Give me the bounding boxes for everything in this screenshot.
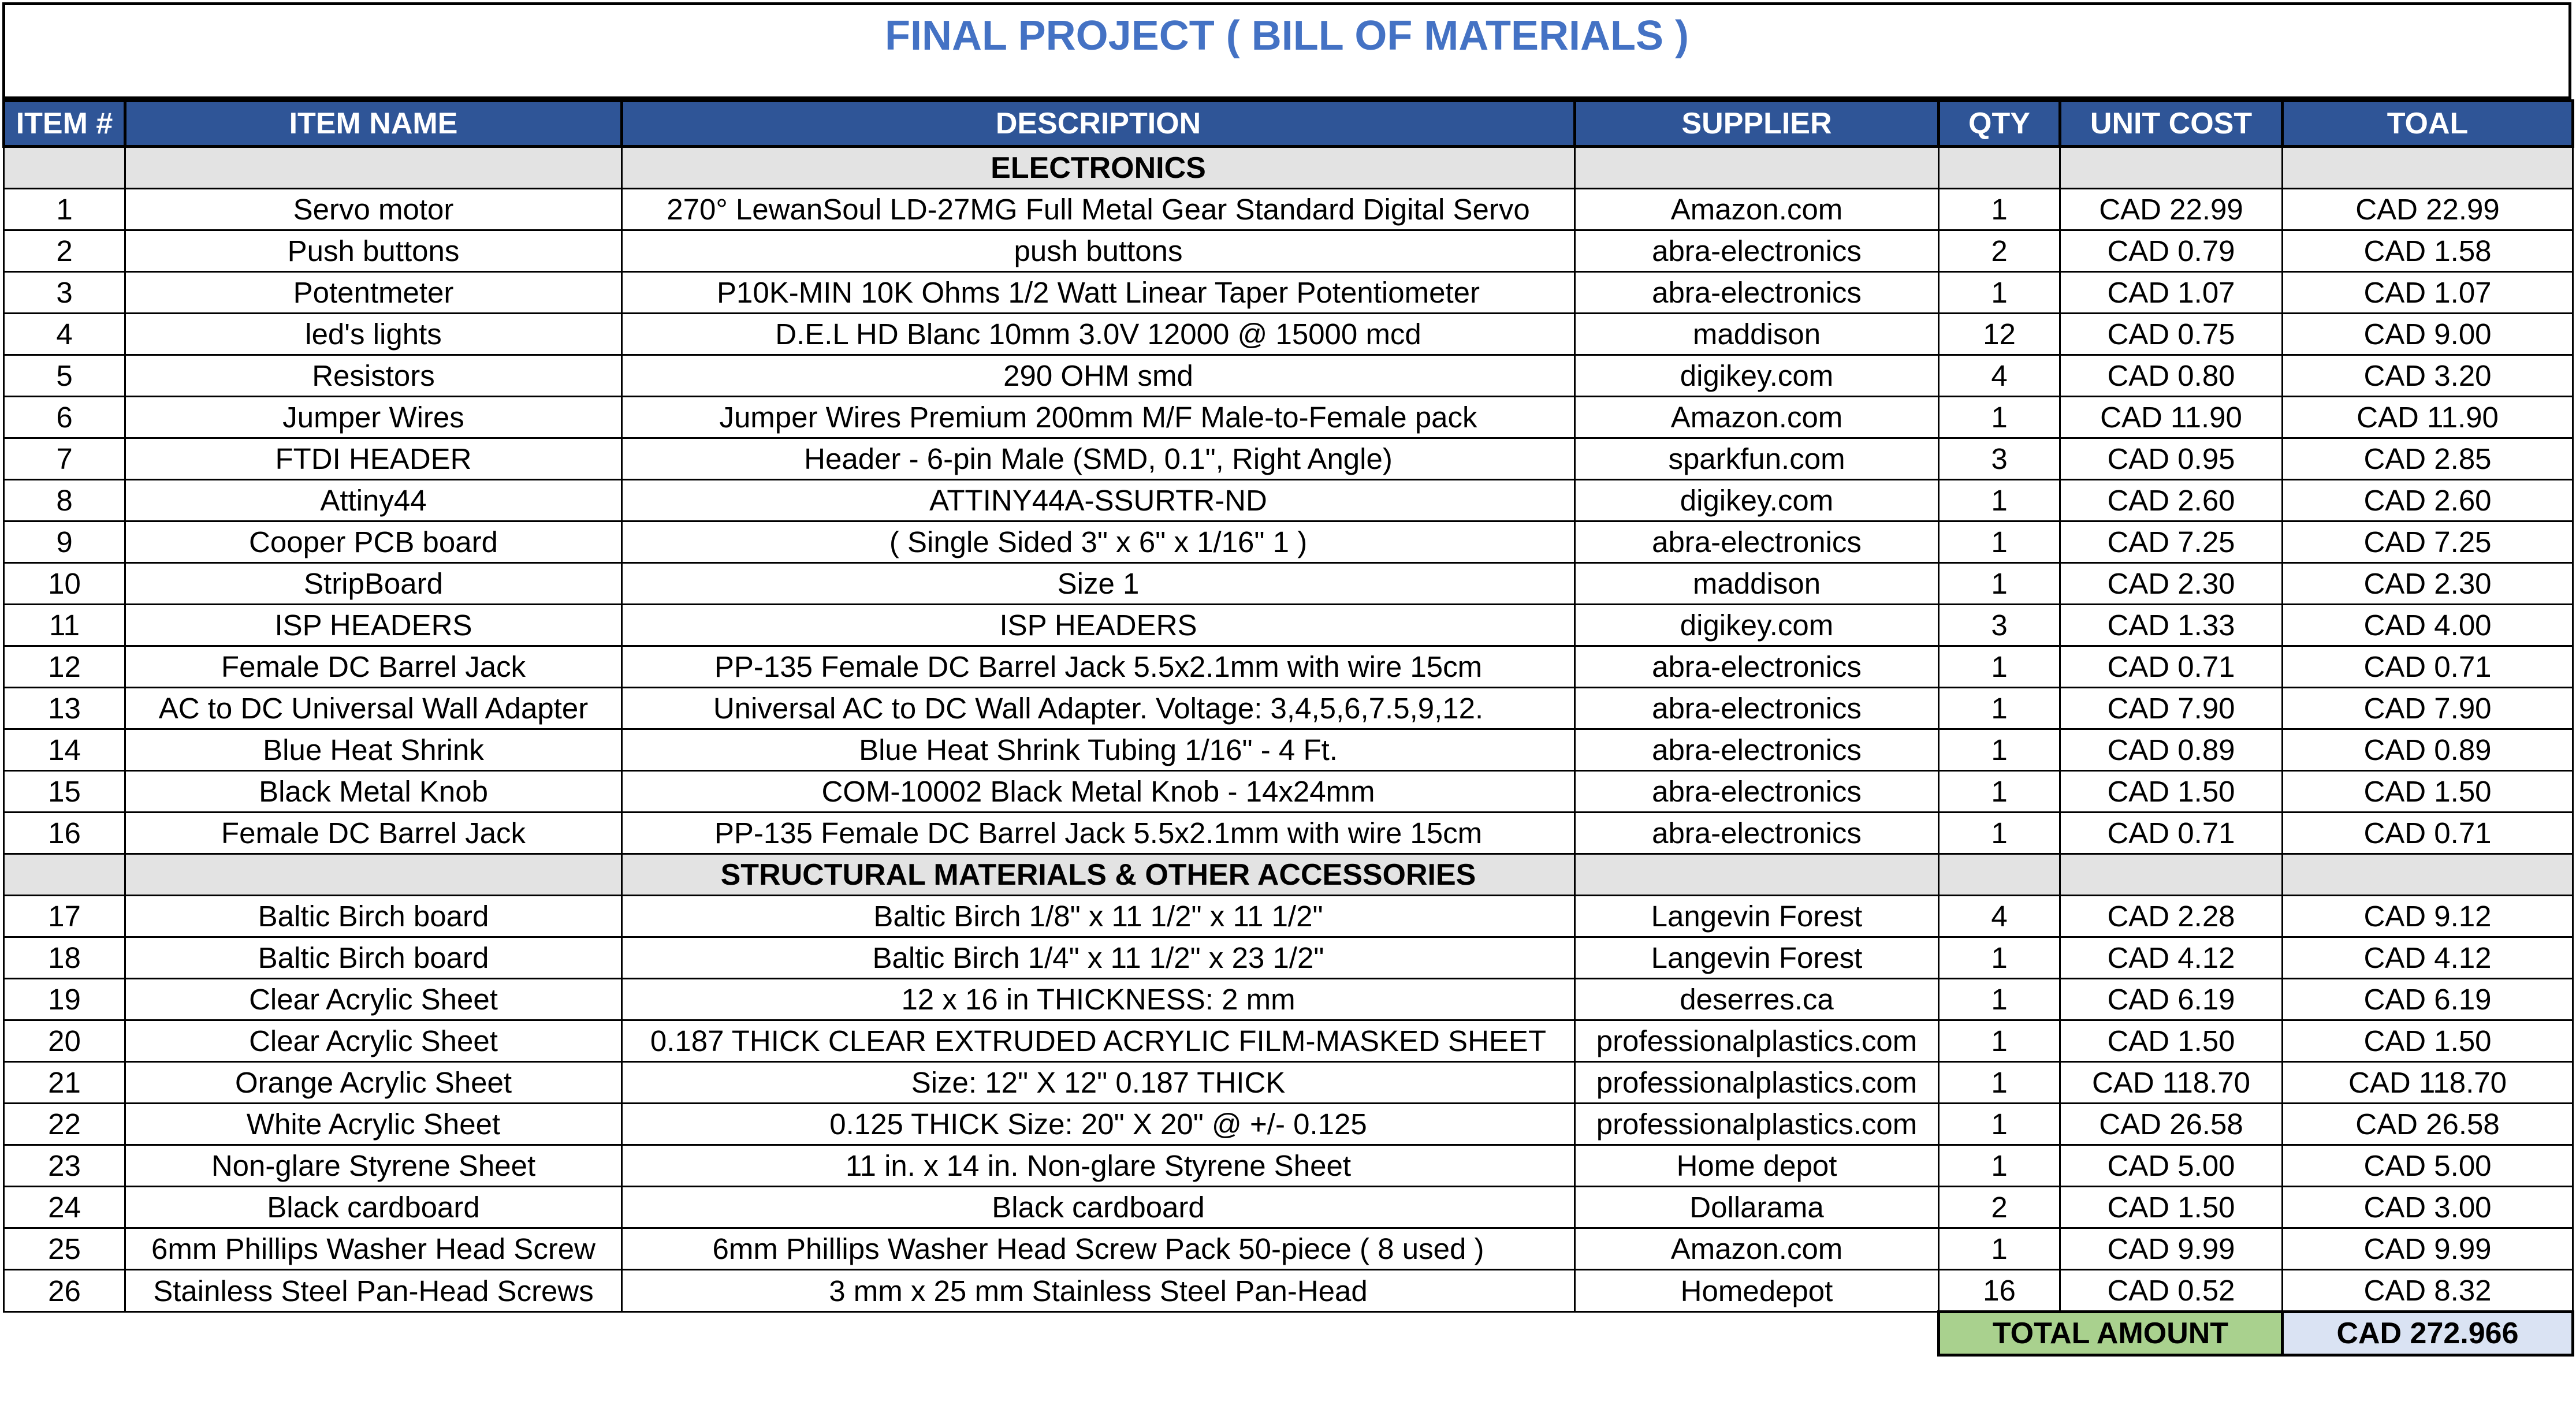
cell-total[interactable]: CAD 26.58 [2283,1104,2573,1145]
cell-qty[interactable]: 3 [1939,605,2060,646]
table-row [4,813,2573,854]
cell-unit-cost[interactable]: CAD 1.33 [2060,605,2283,646]
cell-qty[interactable]: 1 [1939,397,2060,438]
cell-total[interactable]: CAD 118.70 [2283,1062,2573,1104]
cell-total[interactable]: CAD 3.20 [2283,355,2573,397]
cell-description[interactable]: ( Single Sided 3" x 6" x 1/16" 1 ) [622,521,1575,563]
table-row [4,771,2573,813]
cell-item-name[interactable]: Clear Acrylic Sheet [125,979,622,1020]
cell-unit-cost[interactable]: CAD 22.99 [2060,189,2283,230]
cell-supplier[interactable]: Langevin Forest [1575,896,1939,937]
cell-qty[interactable]: 4 [1939,896,2060,937]
cell-item-number[interactable]: 2 [4,230,125,272]
cell-unit-cost[interactable]: CAD 0.75 [2060,314,2283,355]
cell-item-name[interactable]: Potentmeter [125,272,622,314]
total-row-spacer [4,1312,125,1355]
table-row [4,1270,2573,1312]
cell-supplier[interactable]: abra-electronics [1575,688,1939,729]
table-row [4,189,2573,230]
total-row-spacer [1575,1312,1939,1355]
cell-total[interactable]: CAD 11.90 [2283,397,2573,438]
cell-description[interactable]: Baltic Birch 1/8" x 11 1/2" x 11 1/2" [622,896,1575,937]
total-amount-value[interactable]: CAD 272.966 [2283,1312,2573,1355]
cell-qty[interactable]: 1 [1939,646,2060,688]
cell-item-number[interactable]: 26 [4,1270,125,1312]
cell-item-number[interactable]: 16 [4,813,125,854]
cell-qty[interactable]: 1 [1939,813,2060,854]
cell-unit-cost[interactable]: CAD 5.00 [2060,1145,2283,1187]
cell-description[interactable]: PP-135 Female DC Barrel Jack 5.5x2.1mm with wire 15cm [622,646,1575,688]
cell-unit-cost[interactable]: CAD 1.07 [2060,272,2283,314]
table-row [4,1104,2573,1145]
cell-description[interactable]: Black cardboard [622,1187,1575,1228]
cell-unit-cost[interactable]: CAD 7.90 [2060,688,2283,729]
cell-item-name[interactable]: White Acrylic Sheet [125,1104,622,1145]
cell-supplier[interactable]: Dollarama [1575,1187,1939,1228]
cell-qty[interactable]: 1 [1939,729,2060,771]
cell-qty[interactable]: 1 [1939,937,2060,979]
cell-description[interactable]: ISP HEADERS [622,605,1575,646]
cell-item-name[interactable]: Black Metal Knob [125,771,622,813]
column-header-item-name[interactable]: ITEM NAME [125,101,622,147]
table-row [4,1187,2573,1228]
cell-unit-cost[interactable]: CAD 26.58 [2060,1104,2283,1145]
cell-supplier[interactable]: abra-electronics [1575,230,1939,272]
cell-unit-cost[interactable]: CAD 2.28 [2060,896,2283,937]
section-empty-cell [2060,854,2283,896]
table-row [4,979,2573,1020]
cell-total[interactable]: CAD 1.58 [2283,230,2573,272]
cell-total[interactable]: CAD 22.99 [2283,189,2573,230]
cell-description[interactable]: 11 in. x 14 in. Non-glare Styrene Sheet [622,1145,1575,1187]
cell-description[interactable]: 12 x 16 in THICKNESS: 2 mm [622,979,1575,1020]
section-header-row [4,147,2573,189]
cell-description[interactable]: 6mm Phillips Washer Head Screw Pack 50-piece ( 8 used ) [622,1228,1575,1270]
cell-total[interactable]: CAD 9.99 [2283,1228,2573,1270]
cell-supplier[interactable]: Langevin Forest [1575,937,1939,979]
cell-item-name[interactable]: Resistors [125,355,622,397]
cell-item-number[interactable]: 9 [4,521,125,563]
cell-supplier[interactable]: sparkfun.com [1575,438,1939,480]
cell-total[interactable]: CAD 0.71 [2283,813,2573,854]
cell-description[interactable]: 3 mm x 25 mm Stainless Steel Pan-Head [622,1270,1575,1312]
cell-item-number[interactable]: 22 [4,1104,125,1145]
cell-description[interactable]: Baltic Birch 1/4" x 11 1/2" x 23 1/2" [622,937,1575,979]
cell-item-number[interactable]: 11 [4,605,125,646]
cell-supplier[interactable]: professionalplastics.com [1575,1062,1939,1104]
cell-supplier[interactable]: maddison [1575,314,1939,355]
cell-unit-cost[interactable]: CAD 118.70 [2060,1062,2283,1104]
cell-description[interactable]: Size: 12" X 12" 0.187 THICK [622,1062,1575,1104]
cell-total[interactable]: CAD 1.50 [2283,1020,2573,1062]
cell-item-number[interactable]: 6 [4,397,125,438]
cell-item-name[interactable]: Clear Acrylic Sheet [125,1020,622,1062]
cell-supplier[interactable]: abra-electronics [1575,729,1939,771]
cell-item-name[interactable]: Female DC Barrel Jack [125,646,622,688]
cell-supplier[interactable]: digikey.com [1575,480,1939,521]
cell-unit-cost[interactable]: CAD 11.90 [2060,397,2283,438]
cell-item-name[interactable]: Baltic Birch board [125,896,622,937]
cell-item-number[interactable]: 18 [4,937,125,979]
cell-qty[interactable]: 1 [1939,1104,2060,1145]
cell-item-number[interactable]: 20 [4,1020,125,1062]
table-row [4,1145,2573,1187]
cell-qty[interactable]: 1 [1939,189,2060,230]
cell-item-number[interactable]: 7 [4,438,125,480]
cell-total[interactable]: CAD 4.00 [2283,605,2573,646]
cell-item-number[interactable]: 15 [4,771,125,813]
header-row [4,101,2573,147]
cell-supplier[interactable]: digikey.com [1575,605,1939,646]
cell-item-number[interactable]: 5 [4,355,125,397]
table-row [4,1228,2573,1270]
table-row [4,397,2573,438]
cell-total[interactable]: CAD 9.00 [2283,314,2573,355]
cell-qty[interactable]: 1 [1939,1228,2060,1270]
cell-qty[interactable]: 16 [1939,1270,2060,1312]
cell-total[interactable]: CAD 7.25 [2283,521,2573,563]
cell-item-number[interactable]: 12 [4,646,125,688]
bill-of-materials-table [2,99,2574,1357]
cell-unit-cost[interactable]: CAD 1.50 [2060,1187,2283,1228]
column-header-qty[interactable]: QTY [1939,101,2060,147]
cell-qty[interactable]: 3 [1939,438,2060,480]
cell-unit-cost[interactable]: CAD 0.52 [2060,1270,2283,1312]
cell-supplier[interactable]: Amazon.com [1575,397,1939,438]
cell-qty[interactable]: 1 [1939,480,2060,521]
cell-unit-cost[interactable]: CAD 0.89 [2060,729,2283,771]
cell-description[interactable]: COM-10002 Black Metal Knob - 14x24mm [622,771,1575,813]
cell-supplier[interactable]: professionalplastics.com [1575,1104,1939,1145]
cell-total[interactable]: CAD 2.85 [2283,438,2573,480]
cell-description[interactable]: PP-135 Female DC Barrel Jack 5.5x2.1mm with wire 15cm [622,813,1575,854]
column-header-item-number[interactable]: ITEM # [4,101,125,147]
cell-total[interactable]: CAD 5.00 [2283,1145,2573,1187]
column-header-total[interactable]: TOAL [2283,101,2573,147]
cell-item-name[interactable]: Orange Acrylic Sheet [125,1062,622,1104]
cell-item-name[interactable]: Stainless Steel Pan-Head Screws [125,1270,622,1312]
cell-item-number[interactable]: 14 [4,729,125,771]
cell-description[interactable]: P10K-MIN 10K Ohms 1/2 Watt Linear Taper Potentiometer [622,272,1575,314]
section-header-row [4,854,2573,896]
cell-description[interactable]: Size 1 [622,563,1575,605]
cell-total[interactable]: CAD 2.30 [2283,563,2573,605]
cell-unit-cost[interactable]: CAD 4.12 [2060,937,2283,979]
cell-supplier[interactable]: abra-electronics [1575,521,1939,563]
section-empty-cell [1939,854,2060,896]
cell-supplier[interactable]: abra-electronics [1575,813,1939,854]
section-empty-cell [125,147,622,189]
cell-item-name[interactable]: Push buttons [125,230,622,272]
table-row [4,646,2573,688]
cell-item-name[interactable]: Baltic Birch board [125,937,622,979]
column-header-supplier[interactable]: SUPPLIER [1575,101,1939,147]
cell-item-number[interactable]: 13 [4,688,125,729]
cell-item-name[interactable]: Female DC Barrel Jack [125,813,622,854]
cell-qty[interactable]: 1 [1939,1020,2060,1062]
cell-unit-cost[interactable]: CAD 6.19 [2060,979,2283,1020]
cell-qty[interactable]: 1 [1939,521,2060,563]
cell-item-name[interactable]: Attiny44 [125,480,622,521]
cell-supplier[interactable]: abra-electronics [1575,771,1939,813]
cell-qty[interactable]: 1 [1939,563,2060,605]
cell-item-name[interactable]: Cooper PCB board [125,521,622,563]
section-empty-cell [125,854,622,896]
cell-description[interactable]: 290 OHM smd [622,355,1575,397]
cell-unit-cost[interactable]: CAD 1.50 [2060,1020,2283,1062]
cell-description[interactable]: D.E.L HD Blanc 10mm 3.0V 12000 @ 15000 mcd [622,314,1575,355]
cell-unit-cost[interactable]: CAD 0.79 [2060,230,2283,272]
table-row [4,355,2573,397]
table-row [4,230,2573,272]
cell-item-number[interactable]: 19 [4,979,125,1020]
cell-item-number[interactable]: 25 [4,1228,125,1270]
cell-unit-cost[interactable]: CAD 0.71 [2060,646,2283,688]
cell-description[interactable]: Header - 6-pin Male (SMD, 0.1", Right Angle) [622,438,1575,480]
total-row-spacer [125,1312,622,1355]
cell-item-name[interactable]: Black cardboard [125,1187,622,1228]
cell-description[interactable]: ATTINY44A-SSURTR-ND [622,480,1575,521]
cell-total[interactable]: CAD 8.32 [2283,1270,2573,1312]
table-row [4,937,2573,979]
cell-unit-cost[interactable]: CAD 0.71 [2060,813,2283,854]
title-box [2,2,2571,99]
cell-item-name[interactable]: StripBoard [125,563,622,605]
cell-description[interactable]: push buttons [622,230,1575,272]
column-header-description[interactable]: DESCRIPTION [622,101,1575,147]
cell-total[interactable]: CAD 1.50 [2283,771,2573,813]
table-row [4,1062,2573,1104]
cell-item-name[interactable]: Blue Heat Shrink [125,729,622,771]
cell-supplier[interactable]: deserres.ca [1575,979,1939,1020]
section-empty-cell [1575,854,1939,896]
cell-item-number[interactable]: 1 [4,189,125,230]
section-empty-cell [4,147,125,189]
table-row [4,521,2573,563]
section-empty-cell [4,854,125,896]
cell-supplier[interactable]: Amazon.com [1575,189,1939,230]
cell-total[interactable]: CAD 9.12 [2283,896,2573,937]
table-row [4,314,2573,355]
cell-qty[interactable]: 4 [1939,355,2060,397]
table-row [4,729,2573,771]
cell-qty[interactable]: 2 [1939,230,2060,272]
cell-item-name[interactable]: FTDI HEADER [125,438,622,480]
cell-item-name[interactable]: ISP HEADERS [125,605,622,646]
total-amount-label[interactable]: TOTAL AMOUNT [1939,1312,2283,1355]
table-row [4,563,2573,605]
cell-qty[interactable]: 1 [1939,272,2060,314]
section-label[interactable]: ELECTRONICS [622,147,1575,189]
table-row [4,688,2573,729]
cell-supplier[interactable]: digikey.com [1575,355,1939,397]
section-label[interactable]: STRUCTURAL MATERIALS & OTHER ACCESSORIES [622,854,1575,896]
cell-total[interactable]: CAD 3.00 [2283,1187,2573,1228]
cell-description[interactable]: Blue Heat Shrink Tubing 1/16" - 4 Ft. [622,729,1575,771]
cell-description[interactable]: Jumper Wires Premium 200mm M/F Male-to-Female pack [622,397,1575,438]
section-empty-cell [2283,147,2573,189]
total-row-spacer [622,1312,1575,1355]
cell-unit-cost[interactable]: CAD 1.50 [2060,771,2283,813]
cell-supplier[interactable]: professionalplastics.com [1575,1020,1939,1062]
cell-qty[interactable]: 1 [1939,1145,2060,1187]
cell-description[interactable]: 270° LewanSoul LD-27MG Full Metal Gear Standard Digital Servo [622,189,1575,230]
cell-supplier[interactable]: maddison [1575,563,1939,605]
cell-unit-cost[interactable]: CAD 0.95 [2060,438,2283,480]
table-row [4,438,2573,480]
cell-item-number[interactable]: 10 [4,563,125,605]
cell-item-name[interactable]: led's lights [125,314,622,355]
cell-qty[interactable]: 1 [1939,979,2060,1020]
cell-unit-cost[interactable]: CAD 2.30 [2060,563,2283,605]
cell-item-number[interactable]: 17 [4,896,125,937]
cell-qty[interactable]: 1 [1939,771,2060,813]
cell-total[interactable]: CAD 1.07 [2283,272,2573,314]
cell-item-number[interactable]: 21 [4,1062,125,1104]
cell-total[interactable]: CAD 6.19 [2283,979,2573,1020]
cell-description[interactable]: 0.187 THICK CLEAR EXTRUDED ACRYLIC FILM-MASKED SHEET [622,1020,1575,1062]
section-empty-cell [2060,147,2283,189]
table-body [4,147,2573,1355]
table-row [4,605,2573,646]
cell-supplier[interactable]: abra-electronics [1575,272,1939,314]
cell-item-name[interactable]: Servo motor [125,189,622,230]
column-header-unit-cost[interactable]: UNIT COST [2060,101,2283,147]
sheet-title: FINAL PROJECT ( BILL OF MATERIALS ) [885,13,1689,59]
cell-item-name[interactable]: Non-glare Styrene Sheet [125,1145,622,1187]
table-row [4,480,2573,521]
cell-unit-cost[interactable]: CAD 0.80 [2060,355,2283,397]
cell-item-name[interactable]: 6mm Phillips Washer Head Screw [125,1228,622,1270]
cell-total[interactable]: CAD 0.71 [2283,646,2573,688]
cell-item-name[interactable]: AC to DC Universal Wall Adapter [125,688,622,729]
cell-total[interactable]: CAD 2.60 [2283,480,2573,521]
cell-qty[interactable]: 2 [1939,1187,2060,1228]
cell-total[interactable]: CAD 4.12 [2283,937,2573,979]
cell-supplier[interactable]: Home depot [1575,1145,1939,1187]
total-row [4,1312,2573,1355]
section-empty-cell [1939,147,2060,189]
cell-item-number[interactable]: 4 [4,314,125,355]
cell-unit-cost[interactable]: CAD 9.99 [2060,1228,2283,1270]
cell-item-number[interactable]: 3 [4,272,125,314]
cell-qty[interactable]: 1 [1939,688,2060,729]
cell-unit-cost[interactable]: CAD 2.60 [2060,480,2283,521]
cell-supplier[interactable]: Amazon.com [1575,1228,1939,1270]
section-empty-cell [2283,854,2573,896]
cell-description[interactable]: 0.125 THICK Size: 20" X 20" @ +/- 0.125 [622,1104,1575,1145]
cell-total[interactable]: CAD 7.90 [2283,688,2573,729]
cell-supplier[interactable]: abra-electronics [1575,646,1939,688]
cell-item-number[interactable]: 8 [4,480,125,521]
cell-item-number[interactable]: 24 [4,1187,125,1228]
table-row [4,272,2573,314]
cell-item-number[interactable]: 23 [4,1145,125,1187]
cell-qty[interactable]: 12 [1939,314,2060,355]
cell-supplier[interactable]: Homedepot [1575,1270,1939,1312]
table-row [4,1020,2573,1062]
cell-unit-cost[interactable]: CAD 7.25 [2060,521,2283,563]
table-row [4,896,2573,937]
cell-total[interactable]: CAD 0.89 [2283,729,2573,771]
cell-description[interactable]: Universal AC to DC Wall Adapter. Voltage: 3,4,5,6,7.5,9,12. [622,688,1575,729]
cell-item-name[interactable]: Jumper Wires [125,397,622,438]
cell-qty[interactable]: 1 [1939,1062,2060,1104]
section-empty-cell [1575,147,1939,189]
